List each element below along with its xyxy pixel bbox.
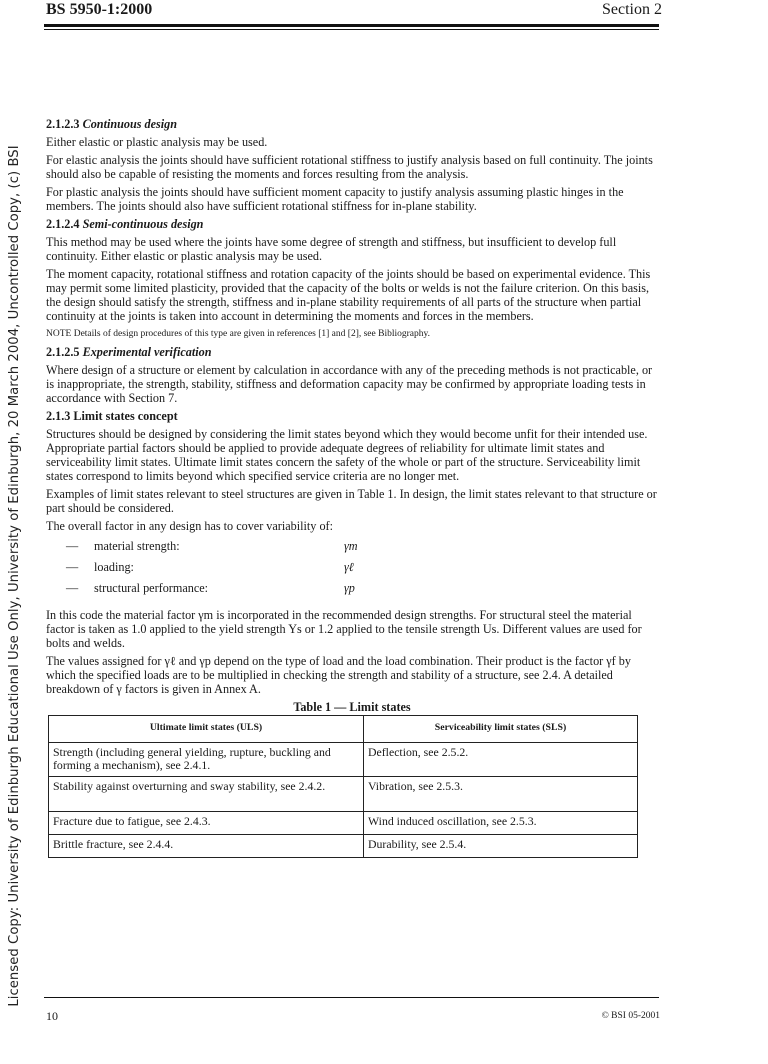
heading-continuous-design: 2.1.2.3 Continuous design xyxy=(46,117,178,131)
list-item: — loading: γℓ xyxy=(66,560,354,574)
column-header: Serviceability limit states (SLS) xyxy=(364,716,638,743)
page-body xyxy=(46,117,658,858)
paragraph: Structures should be designed by considering the limit states beyond which they would become unfit for their intended use. Appropriate partial factors should be applied to provide adequate degrees of reliability for ultimate limit states and serviceability limit states. Ultimate limit states concern the safety of the whole or part of the structure. Serviceability limit states correspond to limits beyond which specified service criteria are no longer met. xyxy=(46,427,648,483)
heading-limit-states-concept: 2.1.3 Limit states concept xyxy=(46,409,178,423)
heading-experimental-verification: 2.1.2.5 Experimental verification xyxy=(46,345,212,359)
factor-symbol: γp xyxy=(344,581,355,595)
paragraph: Where design of a structure or element by calculation in accordance with any of the preceding methods is not practicable, or is inappropriate, the strength, stability, stiffness and deformation capacity may be confirmed by appropriate loading tests in accordance with Section 7. xyxy=(46,363,653,405)
paragraph: The values assigned for γℓ and γp depend on the type of load and the load combination. Their product is the factor γf by which the specified loads are to be multiplied in checking the strength and stability of a structure, see 2.4. A detailed breakdown of γ factors is given in Annex A. xyxy=(46,654,631,696)
table-row xyxy=(49,834,638,857)
table-title: Table 1 — Limit states xyxy=(293,700,411,714)
limit-states-table xyxy=(48,715,638,858)
table-row xyxy=(49,811,638,834)
table-header-row xyxy=(49,716,638,743)
list-item: — structural performance: γp xyxy=(66,581,355,595)
paragraph: Either elastic or plastic analysis may be used. xyxy=(46,135,268,149)
table-cell: Deflection, see 2.5.2. xyxy=(364,742,638,776)
table-cell: Durability, see 2.5.4. xyxy=(364,834,638,857)
table-cell: Strength (including general yielding, rupture, buckling and forming a mechanism), see 2.4.1. xyxy=(49,742,364,776)
page-number: 10 xyxy=(46,1009,58,1023)
footer-rule xyxy=(44,997,659,998)
list-item: — material strength: γm xyxy=(66,539,358,553)
paragraph: For plastic analysis the joints should have sufficient moment capacity to justify analysis assuming plastic hinges in the members. The joints should also have sufficient rotational stiffness for in-plane stability. xyxy=(46,185,624,213)
paragraph: The overall factor in any design has to cover variability of: xyxy=(46,519,333,533)
factor-symbol: γm xyxy=(344,539,358,553)
column-header: Ultimate limit states (ULS) xyxy=(49,716,364,743)
copyright-notice: © BSI 05-2001 xyxy=(601,1011,660,1021)
table-cell: Wind induced oscillation, see 2.5.3. xyxy=(364,811,638,834)
paragraph: This method may be used where the joints have some degree of strength and stiffness, but insufficient to develop full continuity. Either elastic or plastic analysis may be used. xyxy=(46,235,617,263)
table-row xyxy=(49,776,638,811)
heading-semi-continuous-design: 2.1.2.4 Semi-continuous design xyxy=(46,217,204,231)
table-cell: Stability against overturning and sway stability, see 2.4.2. xyxy=(49,776,364,811)
paragraph: The moment capacity, rotational stiffness and rotation capacity of the joints should be based on experimental evidence. This may permit some limited plasticity, provided that the capacity of the bolts or welds is not the failure criterion. On this basis, the design should satisfy the strength, stiffness and in-plane stability requirements of all parts of the structure when partial continuity at the joints is taken into account in determining the moments and forces in the members. xyxy=(46,267,651,323)
factor-symbol: γℓ xyxy=(344,560,354,574)
table-cell: Vibration, see 2.5.3. xyxy=(364,776,638,811)
note: NOTE Details of design procedures of this type are given in references [1] and [2], see Bibliography. xyxy=(46,329,431,339)
table-cell: Brittle fracture, see 2.4.4. xyxy=(49,834,364,857)
section-label: Section 2 xyxy=(602,1,662,18)
paragraph: In this code the material factor γm is incorporated in the recommended design strengths. For structural steel the material factor is taken as 1.0 applied to the yield strength Ys or 1.2 applied to the tensile strength Us. Different values are used for bolts and welds. xyxy=(46,608,642,650)
table-row xyxy=(49,742,638,776)
paragraph: Examples of limit states relevant to steel structures are given in Table 1. In design, the limit states relevant to that structure or part should be considered. xyxy=(46,487,657,515)
license-watermark: Licensed Copy: University of Edinburgh Educational Use Only, University of Edinburgh, 20 March 2004, Uncontrolled Copy, (c) BSI xyxy=(7,145,22,1007)
header-rule-thin xyxy=(44,29,659,30)
page-header xyxy=(46,0,662,24)
header-rule-thick xyxy=(44,24,659,27)
factor-list xyxy=(46,539,658,602)
table-cell: Fracture due to fatigue, see 2.4.3. xyxy=(49,811,364,834)
paragraph: For elastic analysis the joints should have sufficient rotational stiffness to justify analysis based on full continuity. The joints should also be capable of resisting the moments and forces resulting from the analysis. xyxy=(46,153,653,181)
standard-number: BS 5950-1:2000 xyxy=(46,1,153,18)
